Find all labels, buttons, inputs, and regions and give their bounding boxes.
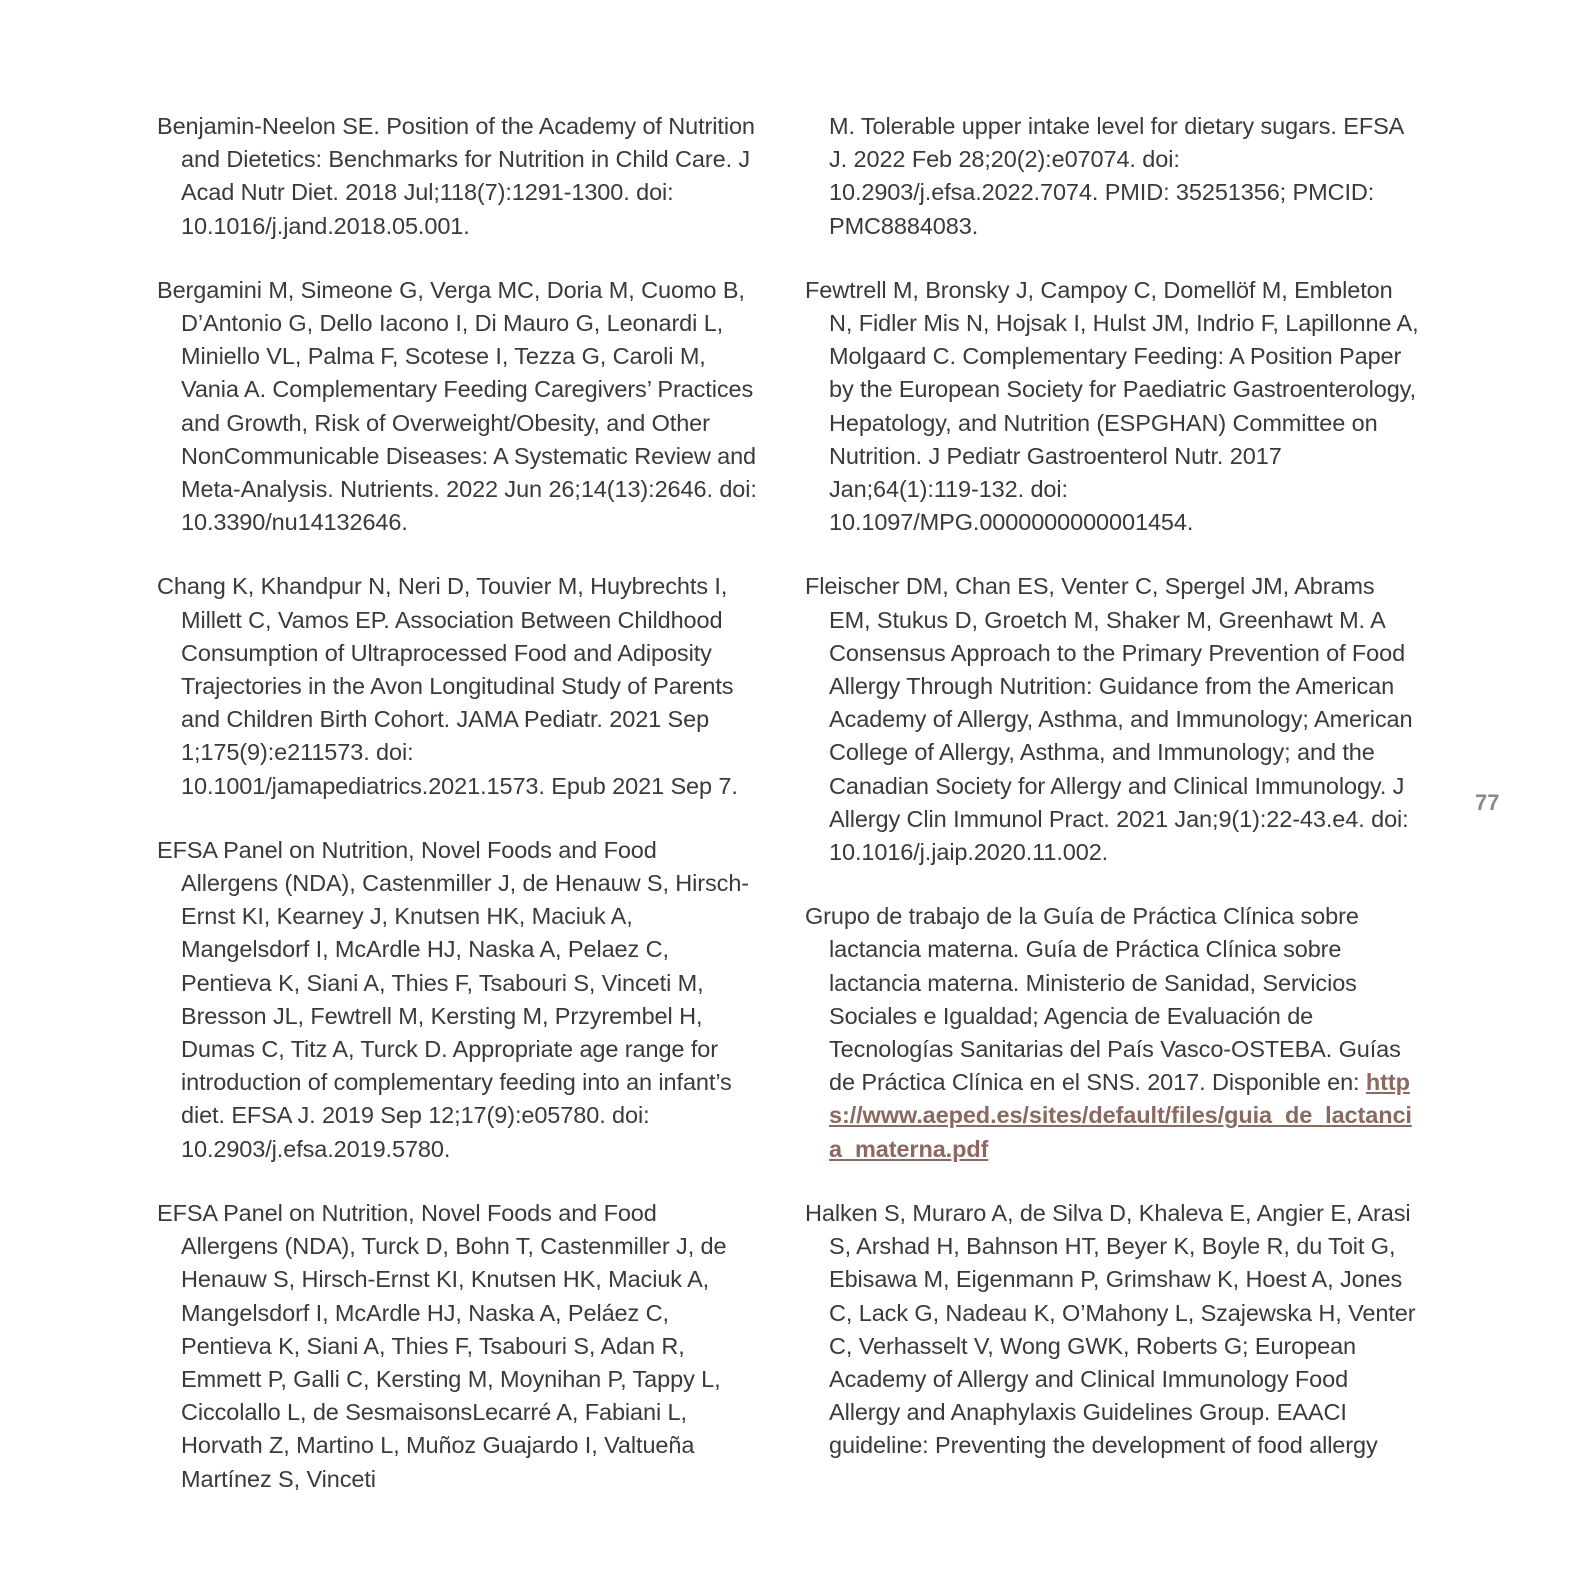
- guia-lactancia-link[interactable]: https://www.aeped.es/sites/default/files/guia_de_lactancia_materna.pdf: [829, 1069, 1412, 1162]
- reference-benjamin-neelon: Benjamin-Neelon SE. Position of the Academy of Nutrition and Dietetics: Benchmarks for Nutrition in Child Care. J Acad Nutr Diet. 2018 Jul;118(7):1291-1300. doi: 10.1016/j.jand.2018.05.001.: [157, 113, 755, 239]
- right-reference-column: [805, 110, 1420, 1494]
- reference-fewtrell: Fewtrell M, Bronsky J, Campoy C, Domellöf M, Embleton N, Fidler Mis N, Hojsak I, Hulst JM, Indrio F, Lapillonne A, Molgaard C. Complementary Feeding: A Position Paper by the European Society for Paediatric Gastroenterology, Hepatology, and Nutrition (ESPGHAN) Committee on Nutrition. J Pediatr Gastroenterol Nutr. 2017 Jan;64(1):119-132. doi: 10.1097/MPG.0000000000001454.: [805, 276, 1419, 536]
- reference-grupo-text: Grupo de trabajo de la Guía de Práctica Clínica sobre lactancia materna. Guía de Práctica Clínica sobre lactancia materna. Ministerio de Sanidad, Servicios Sociales e Igualdad; Agencia de Evaluación de Tecnologías Sanitarias del País Vasco-OSTEBA. Guías de Práctica Clínica en el SNS. 2017. Disponible en:: [805, 903, 1401, 1096]
- page-number: 77: [1475, 790, 1500, 815]
- left-reference-column: [157, 110, 757, 1527]
- reference-fleischer: Fleischer DM, Chan ES, Venter C, Spergel JM, Abrams EM, Stukus D, Groetch M, Shaker M, Greenhawt M. A Consensus Approach to the Primary Prevention of Food Allergy Through Nutrition: Guidance from the American Academy of Allergy, Asthma, and Immunology; American College of Allergy, Asthma, and Immunology; and the Canadian Society for Allergy and Clinical Immunology. J Allergy Clin Immunol Pract. 2021 Jan;9(1):22-43.e4. doi: 10.1016/j.jaip.2020.11.002.: [805, 573, 1413, 866]
- reference-bergamini: Bergamini M, Simeone G, Verga MC, Doria M, Cuomo B, D’Antonio G, Dello Iacono I, Di Mauro G, Leonardi L, Miniello VL, Palma F, Scotese I, Tezza G, Caroli M, Vania A. Complementary Feeding Caregivers’ Practices and Growth, Risk of Overweight/Obesity, and Other NonCommunicable Diseases: A Systematic Review and Meta-Analysis. Nutrients. 2022 Jun 26;14(13):2646. doi: 10.3390/nu14132646.: [157, 276, 757, 536]
- reference-grupo-de-trabajo: [805, 900, 1420, 1166]
- reference-efsa-2022: EFSA Panel on Nutrition, Novel Foods and Food Allergens (NDA), Turck D, Bohn T, Castenmiller J, de Henauw S, Hirsch-Ernst KI, Knutsen HK, Maciuk A, Mangelsdorf I, McArdle HJ, Naska A, Peláez C, Pentieva K, Siani A, Thies F, Tsabouri S, Adan R, Emmett P, Galli C, Kersting M, Moynihan P, Tappy L, Ciccolallo L, de SesmaisonsLecarré A, Fabiani L, Horvath Z, Martino L, Muñoz Guajardo I, Valtueña Martínez S, Vinceti: [157, 1199, 727, 1492]
- reference-chang: Chang K, Khandpur N, Neri D, Touvier M, Huybrechts I, Millett C, Vamos EP. Association Between Childhood Consumption of Ultraprocessed Food and Adiposity Trajectories in the Avon Longitudinal Study of Parents and Children Birth Cohort. JAMA Pediatr. 2021 Sep 1;175(9):e211573. doi: 10.1001/jamapediatrics.2021.1573. Epub 2021 Sep 7.: [157, 573, 738, 799]
- reference-halken: Halken S, Muraro A, de Silva D, Khaleva E, Angier E, Arasi S, Arshad H, Bahnson HT, Beyer K, Boyle R, du Toit G, Ebisawa M, Eigenmann P, Grimshaw K, Hoest A, Jones C, Lack G, Nadeau K, O’Mahony L, Szajewska H, Venter C, Verhasselt V, Wong GWK, Roberts G; European Academy of Allergy and Clinical Immunology Food Allergy and Anaphylaxis Guidelines Group. EAACI guideline: Preventing the development of food allergy: [805, 1199, 1416, 1459]
- reference-efsa-2019: EFSA Panel on Nutrition, Novel Foods and Food Allergens (NDA), Castenmiller J, de Henauw S, Hirsch-Ernst KI, Kearney J, Knutsen HK, Maciuk A, Mangelsdorf I, McArdle HJ, Naska A, Pelaez C, Pentieva K, Siani A, Thies F, Tsabouri S, Vinceti M, Bresson JL, Fewtrell M, Kersting M, Przyrembel H, Dumas C, Titz A, Turck D. Appropriate age range for introduction of complementary feeding into an infant’s diet. EFSA J. 2019 Sep 12;17(9):e05780. doi: 10.2903/j.efsa.2019.5780.: [157, 836, 750, 1162]
- reference-efsa-2022-continuation: M. Tolerable upper intake level for dietary sugars. EFSA J. 2022 Feb 28;20(2):e07074. doi: 10.2903/j.efsa.2022.7074. PMID: 35251356; PMCID: PMC8884083.: [829, 113, 1403, 239]
